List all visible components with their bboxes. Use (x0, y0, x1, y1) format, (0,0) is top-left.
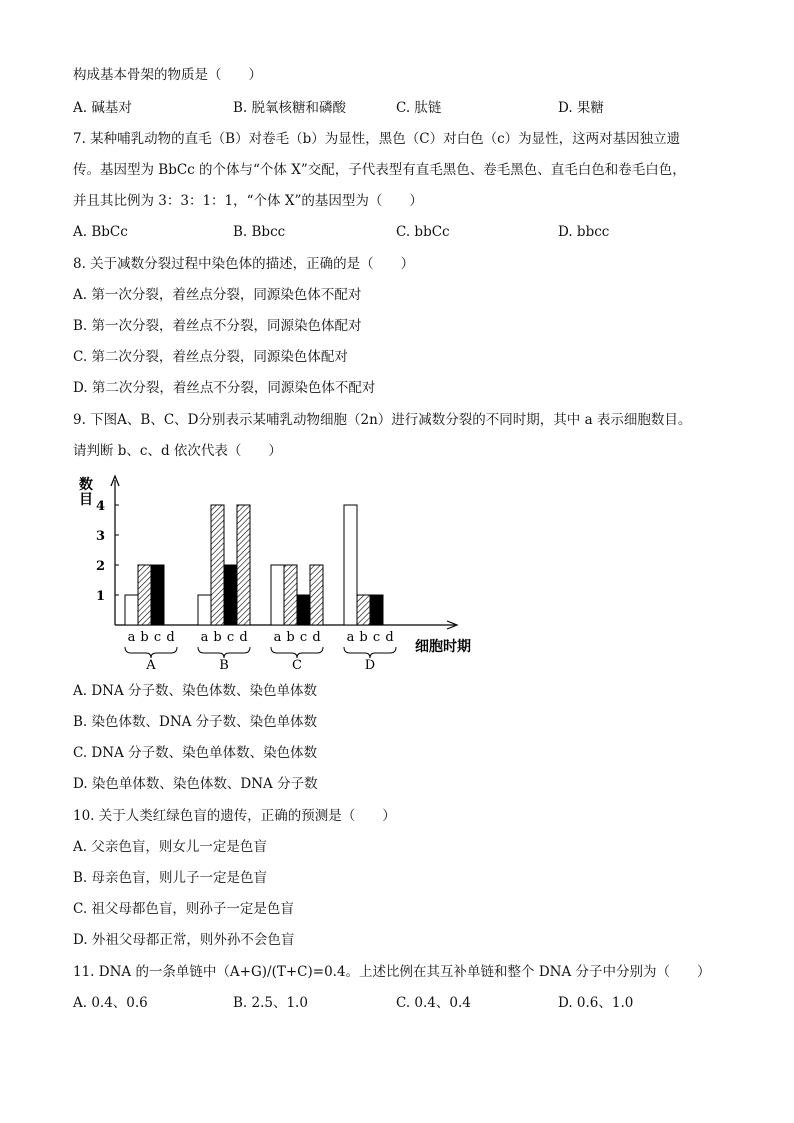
y-axis-label-char: 数 (79, 477, 93, 493)
series-label-c: c (226, 630, 235, 645)
q7-stem-line-1: 7. 某种哺乳动物的直毛（B）对卷毛（b）为显性，黑色（C）对白色（c）为显性，这两对基因独立遗 (73, 131, 681, 147)
bar-C-c (297, 595, 310, 625)
category-brace (344, 647, 396, 658)
q9-stem-line-1: 9. 下图A、B、C、D分别表示某哺乳动物细胞（2n）进行减数分裂的不同时期，其中 a 表示细胞数目。 (73, 412, 692, 428)
q8-option-a: A. 第一次分裂，着丝点分裂，同源染色体不配对 (73, 287, 362, 303)
series-label-d: d (166, 630, 175, 645)
bar-D-a (344, 505, 357, 625)
bar-C-b (284, 565, 297, 625)
q9-bar-chart (70, 470, 490, 675)
q7-option-a: A. BbCc (73, 224, 128, 240)
q6-stem: 构成基本骨架的物质是（ ） (73, 67, 262, 83)
series-label-b: b (213, 630, 222, 645)
bar-B-d (237, 505, 250, 625)
q8-option-d: D. 第二次分裂，着丝点不分裂，同源染色体不配对 (73, 380, 376, 396)
q7-stem-line-2: 传。基因型为 BbCc 的个体与“个体 X”交配，子代表型有直毛黑色、卷毛黑色、直毛白色和卷毛白色， (73, 162, 686, 178)
bar-B-b (211, 505, 224, 625)
series-label-d: d (312, 630, 321, 645)
q8-option-b: B. 第一次分裂，着丝点不分裂，同源染色体配对 (73, 318, 362, 334)
series-label-c: c (153, 630, 162, 645)
bar-C-d (310, 565, 323, 625)
y-tick-label: 4 (95, 499, 105, 514)
series-label-a: a (127, 630, 136, 645)
q10-option-c: C. 祖父母都色盲，则孙子一定是色盲 (73, 901, 294, 917)
q9-option-b: B. 染色体数、DNA 分子数、染色单体数 (73, 714, 318, 730)
q10-option-b: B. 母亲色盲，则儿子一定是色盲 (73, 870, 268, 886)
y-axis-label-char: 目 (79, 492, 93, 508)
category-label-D: D (364, 658, 376, 673)
series-label-c: c (299, 630, 308, 645)
series-label-b: b (140, 630, 149, 645)
x-axis-label: 细胞时期 (415, 639, 471, 655)
q6-option-c: C. 肽链 (396, 100, 442, 116)
bar-D-c (370, 595, 383, 625)
series-label-d: d (385, 630, 394, 645)
q10-option-a: A. 父亲色盲，则女儿一定是色盲 (73, 839, 267, 855)
q11-stem: 11. DNA 的一条单链中（A+G)/(T+C)=0.4。上述比例在其互补单链和整个 DNA 分子中分别为（ ） (73, 964, 711, 980)
q7-stem-line-3: 并且其比例为 3：3：1：1，“个体 X”的基因型为（ ） (73, 193, 423, 209)
series-label-a: a (273, 630, 282, 645)
category-brace (125, 647, 177, 658)
category-label-A: A (146, 658, 156, 673)
q11-option-a: A. 0.4、0.6 (73, 995, 148, 1011)
category-label-B: B (219, 658, 229, 673)
q11-option-c: C. 0.4、0.4 (396, 995, 471, 1011)
q7-option-b: B. Bbcc (233, 224, 286, 240)
q6-option-b: B. 脱氧核糖和磷酸 (233, 100, 347, 116)
bar-A-b (138, 565, 151, 625)
series-label-c: c (372, 630, 381, 645)
q6-option-d: D. 果糖 (558, 100, 604, 116)
q11-option-d: D. 0.6、1.0 (558, 995, 634, 1011)
q9-stem-line-2: 请判断 b、c、d 依次代表（ ） (73, 443, 282, 459)
bar-C-a (271, 565, 284, 625)
series-label-d: d (239, 630, 248, 645)
bar-A-a (125, 595, 138, 625)
category-brace (271, 647, 323, 658)
q8-stem: 8. 关于减数分裂过程中染色体的描述，正确的是（ ） (73, 256, 415, 272)
bar-D-b (357, 595, 370, 625)
q8-option-c: C. 第二次分裂，着丝点分裂，同源染色体配对 (73, 349, 348, 365)
series-label-b: b (359, 630, 368, 645)
bar-B-a (198, 595, 211, 625)
y-tick-label: 2 (95, 559, 105, 574)
q10-stem: 10. 关于人类红绿色盲的遗传，正确的预测是（ ） (73, 808, 396, 824)
q11-option-b: B. 2.5、1.0 (233, 995, 308, 1011)
q9-option-a: A. DNA 分子数、染色体数、染色单体数 (73, 683, 318, 699)
series-label-a: a (346, 630, 355, 645)
series-label-b: b (286, 630, 295, 645)
y-tick-label: 3 (95, 529, 105, 544)
q7-option-c: C. bbCc (396, 224, 450, 240)
q10-option-d: D. 外祖父母都正常，则外孙不会色盲 (73, 932, 295, 948)
y-tick-label: 1 (95, 589, 105, 604)
category-label-C: C (292, 658, 302, 673)
q9-option-c: C. DNA 分子数、染色单体数、染色体数 (73, 745, 318, 761)
q9-option-d: D. 染色单体数、染色体数、DNA 分子数 (73, 776, 318, 792)
category-brace (198, 647, 250, 658)
bar-A-c (151, 565, 164, 625)
q6-option-a: A. 碱基对 (73, 100, 132, 116)
bar-B-c (224, 565, 237, 625)
series-label-a: a (200, 630, 209, 645)
q7-option-d: D. bbcc (558, 224, 610, 240)
